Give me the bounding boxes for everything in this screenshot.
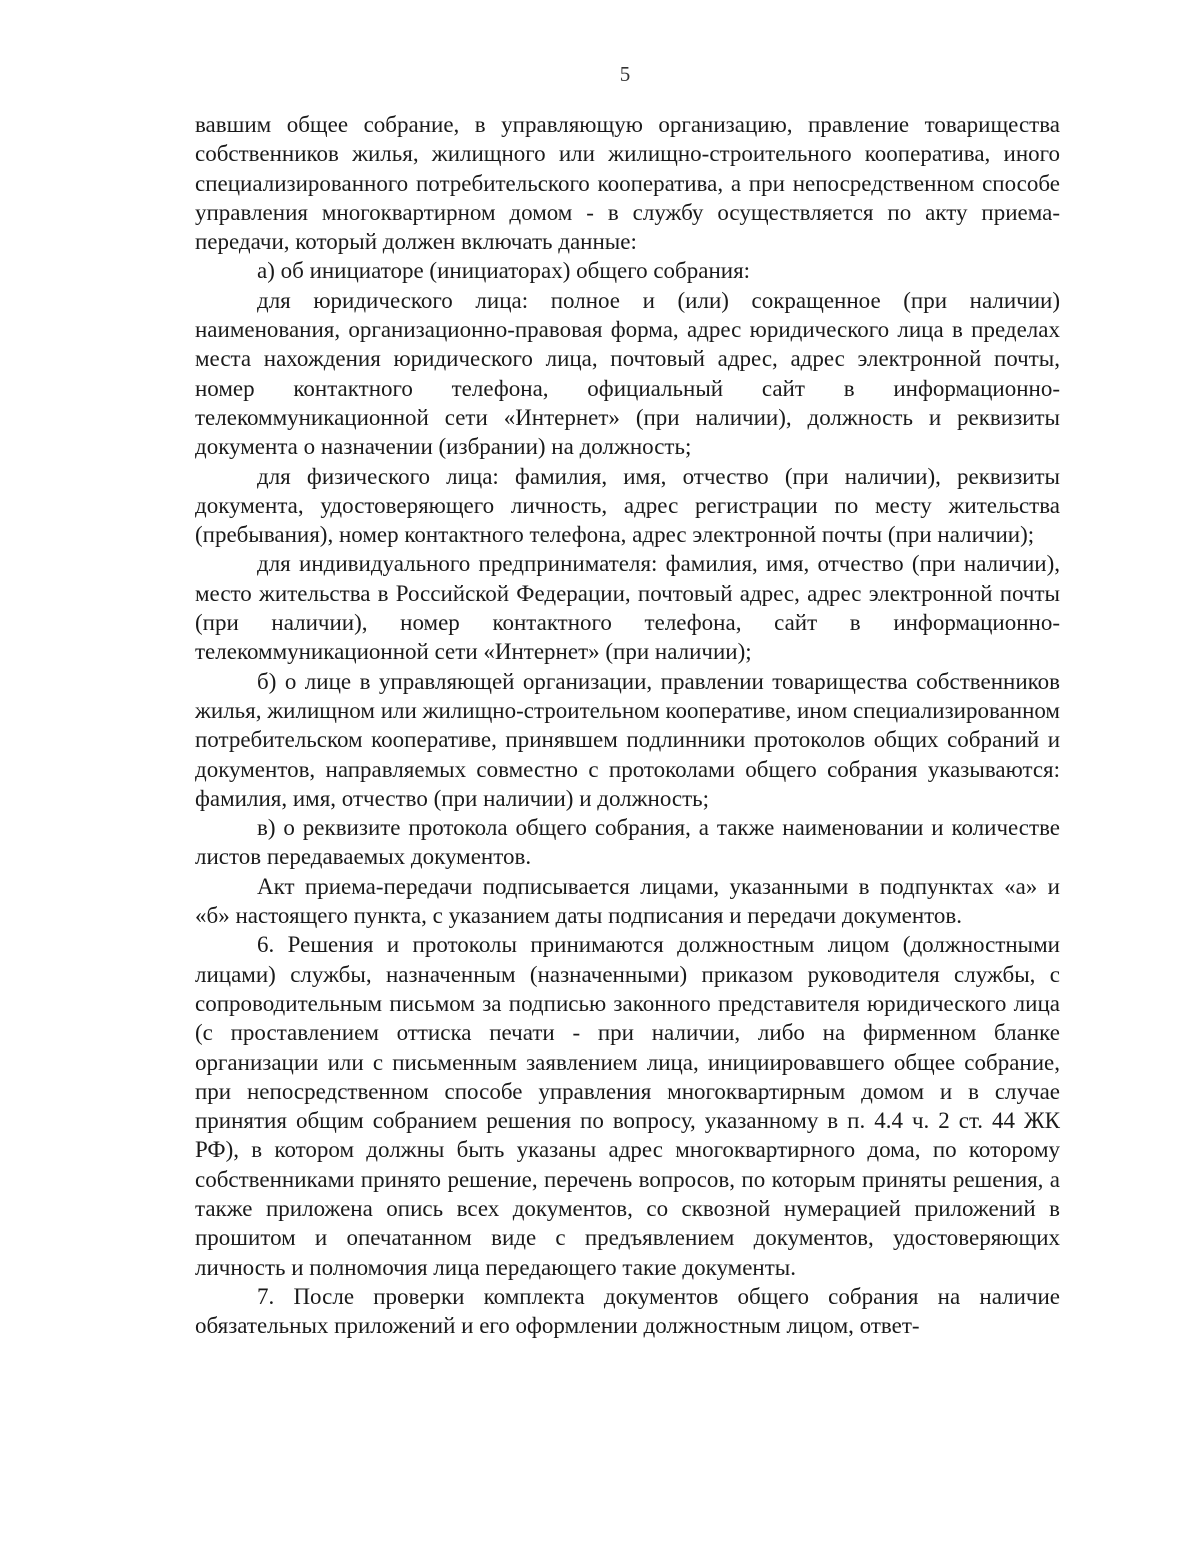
paragraph-legal-entity: для юридического лица: полное и (или) сокращенное (при наличии) наименования, организационно-правовая форма, адрес юридического лица в пределах места нахождения юридического лица, почтовый адрес, адрес электронной почты, номер контактного телефона, официальный сайт в информационно-телекоммуникационной сети «Интернет» (при наличии), должность и реквизиты документа о назначении (избрании) на должность; bbox=[195, 287, 1060, 460]
document-body bbox=[195, 110, 1060, 1340]
paragraph-item-b: б) о лице в управляющей организации, правлении товарищества собственников жилья, жилищном или жилищно-строительном кооперативе, ином специализированном потребительском кооперативе, принявшем подлинники протоколов общих собраний и документов, направляемых совместно с протоколами общего собрания указываются: фамилия, имя, отчество (при наличии) и должность; bbox=[195, 668, 1060, 811]
paragraph-section-6: 6. Решения и протоколы принимаются должностным лицом (должностными лицами) службы, назначенным (назначенными) приказом руководителя службы, с сопроводительным письмом за подписью законного представителя юридического лица (с проставлением оттиска печати - при наличии, либо на фирменном бланке организации или с письменным заявлением лица, инициировавшего общее собрание, при непосредственном способе управления многоквартирным домом и в случае принятия общим собранием решения по вопросу, указанному в п. 4.4 ч. 2 ст. 44 ЖК РФ), в котором должны быть указаны адрес многоквартирного дома, по которому собственниками принято решение, перечень вопросов, по которым приняты решения, а также приложена опись всех документов, со сквозной нумерацией приложений в прошитом и опечатанном виде с предъявлением документов, удостоверяющих личность и полномочия лица передающего такие документы. bbox=[195, 932, 1060, 1280]
paragraph-act-signing: Акт приема-передачи подписывается лицами, указанными в подпунктах «а» и «б» настоящего пункта, с указанием даты подписания и передачи документов. bbox=[195, 873, 1060, 929]
paragraph-section-7: 7. После проверки комплекта документов общего собрания на наличие обязательных приложений и его оформлении должностным лицом, ответ- bbox=[195, 1283, 1060, 1339]
paragraph-individual: для физического лица: фамилия, имя, отчество (при наличии), реквизиты документа, удостоверяющего личность, адрес регистрации по месту жительства (пребывания), номер контактного телефона, адрес электронной почты (при наличии); bbox=[195, 463, 1060, 548]
paragraph-continuation: вавшим общее собрание, в управляющую организацию, правление товарищества собственников жилья, жилищного или жилищно-строительного кооператива, иного специализированного потребительского кооператива, а при непосредственном способе управления многоквартирном домом - в службу осуществляется по акту приема-передачи, который должен включать данные: bbox=[195, 112, 1060, 255]
paragraph-entrepreneur: для индивидуального предпринимателя: фамилия, имя, отчество (при наличии), место жительства в Российской Федерации, почтовый адрес, адрес электронной почты (при наличии), номер контактного телефона, сайт в информационно-телекоммуникационной сети «Интернет» (при наличии); bbox=[195, 551, 1060, 665]
page-number: 5 bbox=[619, 62, 631, 86]
paragraph-item-a: а) об инициаторе (инициаторах) общего собрания: bbox=[257, 258, 751, 284]
paragraph-item-v: в) о реквизите протокола общего собрания, а также наименовании и количестве листов передаваемых документов. bbox=[195, 815, 1060, 870]
